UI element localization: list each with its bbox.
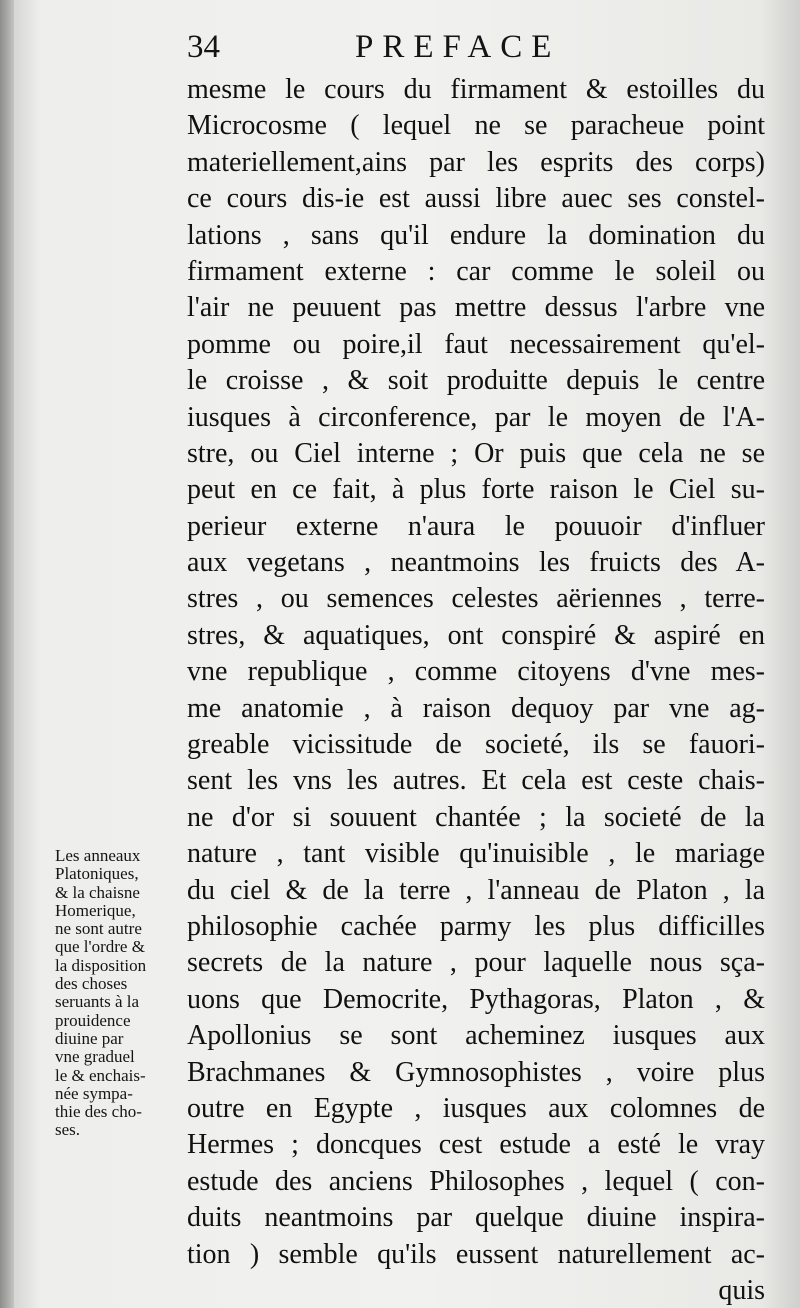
running-head — [187, 24, 767, 70]
margin-note-line: née sympa- — [55, 1083, 133, 1103]
text-line: ce cours dis-ie est aussi libre auec ses constel- — [187, 183, 765, 215]
text-line: lations , sans qu'il endure la domination du — [187, 219, 765, 251]
text-line: perieur externe n'aura le pouuoir d'influer — [187, 510, 765, 542]
catchword: quis — [718, 1274, 765, 1306]
page-title: PREFACE — [355, 29, 561, 65]
text-line: peut en ce fait, à plus forte raison le Ciel su- — [187, 474, 765, 506]
margin-note-line: la disposition — [55, 955, 147, 975]
margin-note-line: le & enchais- — [55, 1065, 146, 1085]
text-line: firmament externe : car comme le soleil ou — [187, 255, 765, 287]
margin-note-line: seruants à la — [55, 992, 140, 1012]
margin-note-line: Les anneaux — [55, 846, 141, 865]
margin-note-line: thie des cho- — [55, 1102, 142, 1122]
text-line: vne republique , comme citoyens d'vne mes- — [187, 656, 765, 688]
text-line: Hermes ; doncques cest estude a esté le vray — [187, 1129, 765, 1161]
margin-note-line: ne sont autre — [55, 919, 142, 939]
margin-note-line: ses. — [55, 1120, 81, 1140]
margin-note-line: prouidence — [55, 1010, 131, 1030]
margin-note — [55, 847, 181, 1140]
text-line: le croisse , & soit produitte depuis le centre — [187, 365, 765, 397]
text-line: Microcosme ( lequel ne se paracheue point — [187, 110, 765, 142]
margin-note-line: & la chaisne — [55, 882, 140, 902]
text-line: aux vegetans , neantmoins les fruicts des A- — [187, 547, 765, 579]
text-line: du ciel & de la terre , l'anneau de Platon , la — [187, 874, 765, 906]
margin-note-line: Platoniques, — [55, 864, 139, 884]
margin-note-line: diuine par — [55, 1028, 124, 1048]
text-line: iusques à circonference, par le moyen de l'A- — [187, 401, 765, 433]
margin-note-line: Homerique, — [55, 900, 136, 920]
page-gutter — [0, 0, 14, 1308]
text-line: tion ) semble qu'ils eussent naturellement ac- — [187, 1238, 765, 1270]
text-line: estude des anciens Philosophes , lequel ( con- — [187, 1165, 765, 1197]
text-line: stre, ou Ciel interne ; Or puis que cela ne se — [187, 437, 765, 469]
text-line: me anatomie , à raison dequoy par vne ag- — [187, 692, 765, 724]
text-line: pomme ou poire,il faut necessairement qu'el- — [187, 328, 765, 360]
text-line: ne d'or si souuent chantée ; la societé de la — [187, 801, 765, 833]
text-line: uons que Democrite, Pythagoras, Platon , & — [187, 983, 765, 1015]
text-line: nature , tant visible qu'inuisible , le mariage — [187, 838, 765, 870]
main-text-block — [187, 72, 765, 1308]
text-line: l'air ne peuuent pas mettre dessus l'arbre vne — [187, 292, 765, 324]
page-number: 34 — [187, 29, 220, 65]
text-line: materiellement,ains par les esprits des corps) — [187, 146, 765, 178]
text-line: mesme le cours du firmament & estoilles du — [187, 74, 765, 105]
text-line: secrets de la nature , pour laquelle nous sça- — [187, 947, 765, 979]
margin-note-line: des choses — [55, 974, 128, 994]
text-line: Apollonius se sont acheminez iusques aux — [187, 1020, 765, 1052]
text-line: duits neantmoins par quelque diuine inspira- — [187, 1202, 765, 1234]
text-line: stres , ou semences celestes aëriennes , terre- — [187, 583, 765, 615]
text-line: sent les vns les autres. Et cela est ceste chais- — [187, 765, 765, 797]
text-line: Brachmanes & Gymnosophistes , voire plus — [187, 1056, 765, 1088]
text-line: philosophie cachée parmy les plus difficilles — [187, 910, 765, 942]
margin-note-line: que l'ordre & — [55, 937, 145, 957]
text-line: stres, & aquatiques, ont conspiré & aspiré en — [187, 619, 765, 651]
margin-note-line: vne graduel — [55, 1047, 135, 1067]
text-line: outre en Egypte , iusques aux colomnes de — [187, 1092, 765, 1124]
text-line: greable vicissitude de societé, ils se fauori- — [187, 729, 765, 761]
